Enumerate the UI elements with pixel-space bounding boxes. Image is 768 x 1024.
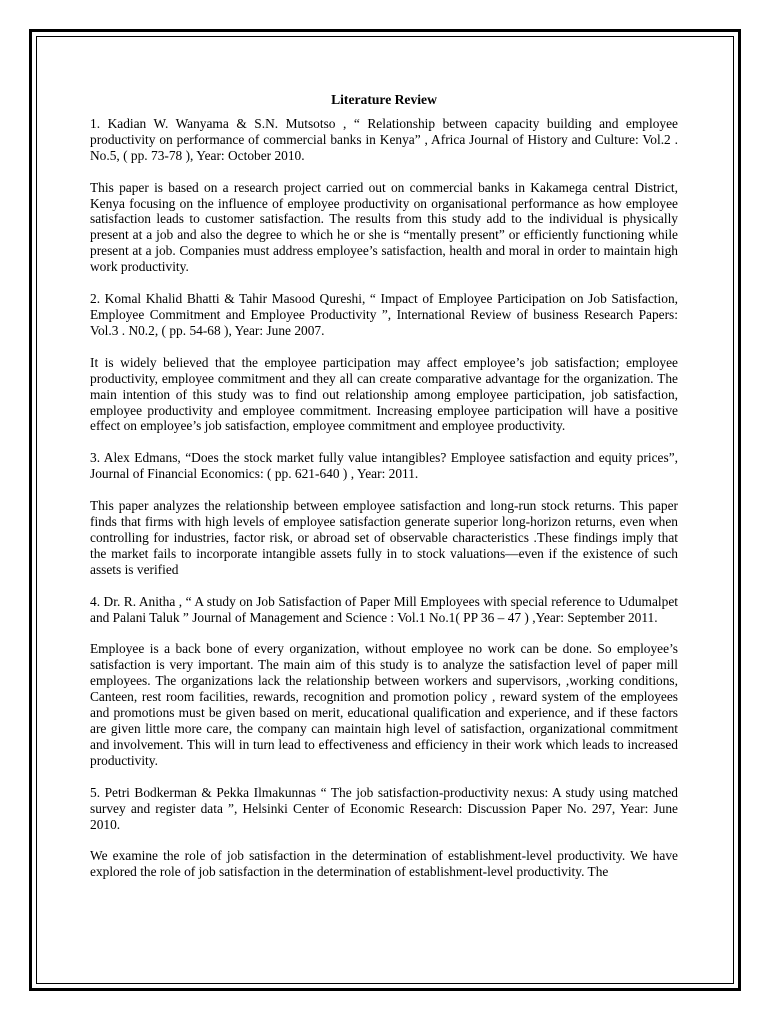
document-body <box>90 92 678 896</box>
summary-5: We examine the role of job satisfaction in the determination of establishment-level productivity. We have explored the role of job satisfaction in the determination of establishment-level productivity. The <box>90 848 678 880</box>
reference-2: 2. Komal Khalid Bhatti & Tahir Masood Qureshi, “ Impact of Employee Participation on Job Satisfaction, Employee Commitment and Employee Productivity ”, International Review of business Research Papers: Vol.3 . N0.2, ( pp. 54-68 ), Year: June 2007. <box>90 291 678 338</box>
reference-5: 5. Petri Bodkerman & Pekka Ilmakunnas “ The job satisfaction-productivity nexus: A study using matched survey and register data ”, Helsinki Center of Economic Research: Discussion Paper No. 297, Year: June 2010. <box>90 784 678 832</box>
reference-3: 3. Alex Edmans, “Does the stock market fully value intangibles? Employee satisfaction and equity prices”, Journal of Financial Economics: ( pp. 621-640 ) , Year: 2011. <box>90 450 678 482</box>
reference-1: 1. Kadian W. Wanyama & S.N. Mutsotso , “ Relationship between capacity building and employee productivity on performance of commercial banks in Kenya” , Africa Journal of History and Culture: Vol.2 . No.5, ( pp. 73-78 ), Year: October 2010. <box>90 115 678 163</box>
summary-4: Employee is a back bone of every organization, without employee no work can be done. So employee’s satisfaction is very important. The main aim of this study is to analyze the satisfaction level of paper mill employees. The organizations lack the relationship between workers and supervisors, ,working conditions, Canteen, rest room facilities, rewards, recognition and promotion policy , reward system of the employees and promotions must be given based on merit, educational qualification and experience, and if these factors are given little more care, the company can maintain high level of satisfaction, organizational commitment and involvement. This will in turn lead to effectiveness and efficiency in their work which leads to increased productivity. <box>90 641 678 768</box>
reference-4: 4. Dr. R. Anitha , “ A study on Job Satisfaction of Paper Mill Employees with special reference to Udumalpet and Palani Taluk ” Journal of Management and Science : Vol.1 No.1( PP 36 – 47 ) ,Year: September 2011. <box>90 593 678 625</box>
document-title: Literature Review <box>331 92 437 107</box>
summary-1: This paper is based on a research project carried out on commercial banks in Kakamega central District, Kenya focusing on the influence of employee productivity on organisational performance as how employee satisfaction leads to customer satisfaction. The results from this study add to the individual is physically present at a job and also the degree to which he or she is “mentally present” or efficiently functioning while present at a job. Companies must address employee’s satisfaction, health and moral in order to maintain high work productivity. <box>90 179 678 275</box>
summary-2: It is widely believed that the employee participation may affect employee’s job satisfaction; employee productivity, employee commitment and they all can create comparative advantage for the organization. The main intention of this study was to find out relationship among employee participation, job satisfaction, employee productivity and employee commitment. Increasing employee participation will have a positive effect on employee’s job satisfaction, employee commitment and employee productivity. <box>90 354 678 434</box>
summary-3: This paper analyzes the relationship between employee satisfaction and long-run stock returns. This paper finds that firms with high levels of employee satisfaction generate superior long-horizon returns, even when controlling for industries, factor risk, or abroad set of observable characteristics .These findings imply that the market fails to incorporate intangible assets fully in to stock valuations—even if the existence of such assets is verified <box>90 498 678 577</box>
